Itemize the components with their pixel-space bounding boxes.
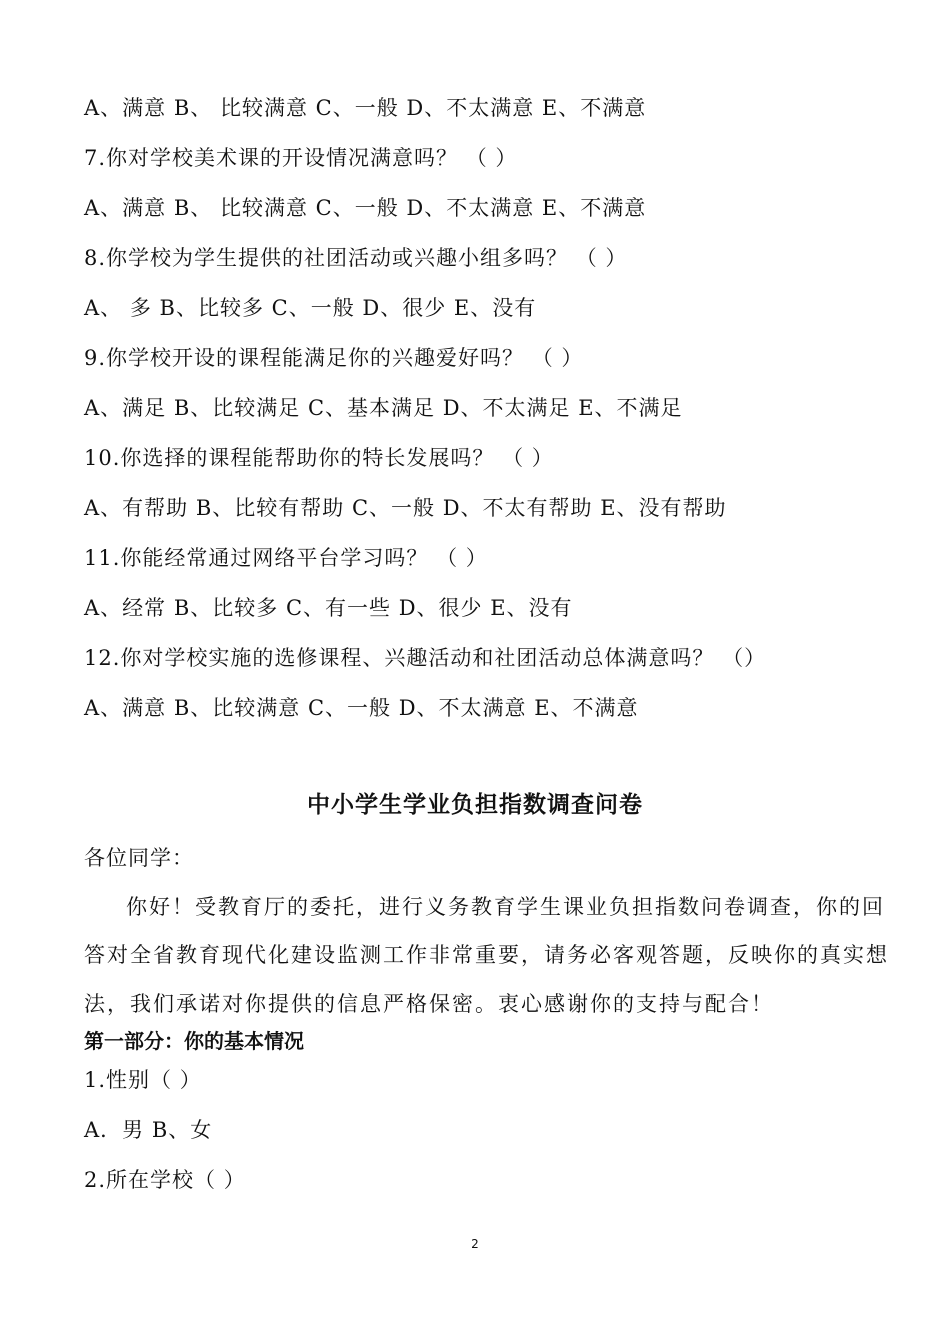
q8-question: 8.你学校为学生提供的社团活动或兴趣小组多吗？ （ ） (84, 246, 628, 270)
q12-options: A、满意 B、比较满意 C、一般 D、不太满意 E、不满意 (84, 696, 639, 720)
q7-question: 7.你对学校美术课的开设情况满意吗？ （ ） (84, 146, 518, 170)
survey-title: 中小学生学业负担指数调查问卷 (307, 792, 643, 818)
q10-options: A、有帮助 B、比较有帮助 C、一般 D、不太有帮助 E、没有帮助 (84, 496, 727, 520)
q9-options: A、满足 B、比较满足 C、基本满足 D、不太满足 E、不满足 (84, 396, 683, 420)
q8-options: A、 多 B、比较多 C、一般 D、很少 E、没有 (84, 296, 537, 320)
q11-options: A、经常 B、比较多 C、有一些 D、很少 E、没有 (84, 596, 573, 620)
intro-line-2: 答对全省教育现代化建设监测工作非常重要，请务必客观答题，反映你的真实想 (84, 943, 889, 967)
q12-question: 12.你对学校实施的选修课程、兴趣活动和社团活动总体满意吗？ （） (84, 646, 767, 670)
q6-options: A、满意 B、 比较满意 C、一般 D、不太满意 E、不满意 (84, 96, 647, 120)
q10-question: 10.你选择的课程能帮助你的特长发展吗？ （ ） (84, 446, 554, 470)
q11-question: 11.你能经常通过网络平台学习吗？ （ ） (84, 546, 488, 570)
page-number: 2 (471, 1237, 479, 1251)
q7-options: A、满意 B、 比较满意 C、一般 D、不太满意 E、不满意 (84, 196, 647, 220)
intro-line-3: 法，我们承诺对你提供的信息严格保密。衷心感谢你的支持与配合！ (84, 992, 774, 1016)
q9-question: 9.你学校开设的课程能满足你的兴趣爱好吗？ （ ） (84, 346, 584, 370)
greeting: 各位同学： (84, 846, 194, 870)
section-1-title: 第一部分：你的基本情况 (84, 1029, 304, 1053)
q2-question: 2.所在学校（ ） (84, 1168, 246, 1192)
q1-options: A．男 B、女 (84, 1118, 213, 1142)
intro-line-1: 你好！受教育厅的委托，进行义务教育学生课业负担指数问卷调查，你的回 (126, 895, 885, 919)
q1-question: 1.性别（ ） (84, 1068, 202, 1092)
